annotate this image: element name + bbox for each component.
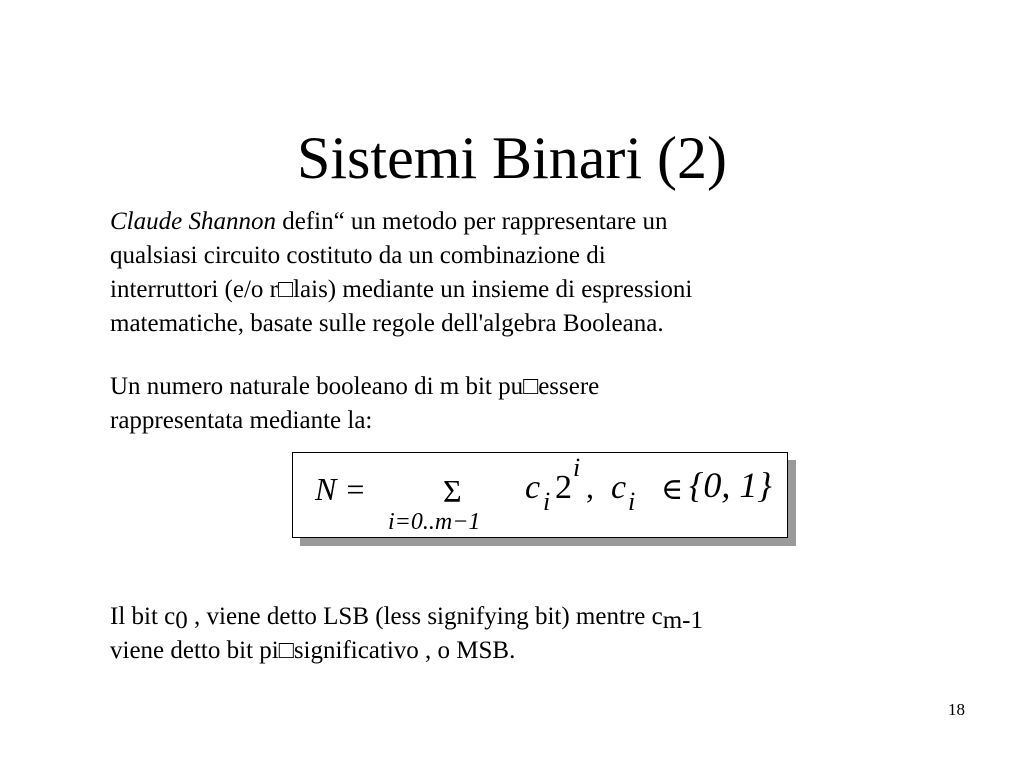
formula-term-base: 2 — [555, 469, 572, 506]
slide-title: Sistemi Binari (2) — [297, 125, 727, 191]
formula-set: {0, 1} — [689, 465, 772, 505]
lsb-msb-line-1 — [110, 600, 910, 634]
lsb-text-a: Il bit c — [110, 603, 176, 630]
natural-number-paragraph — [110, 370, 910, 438]
lsb-msb-paragraph — [110, 600, 910, 668]
formula-lhs: N = — [315, 471, 366, 507]
formula-element-of: ∈ — [661, 473, 684, 506]
msb-subscript: m-1 — [662, 607, 703, 634]
formula-term-exponent: i — [573, 453, 581, 482]
natural-number-line-2: rappresentata mediante la: — [110, 407, 373, 434]
lsb-subscript: 0 — [175, 607, 188, 634]
shannon-line-1-text: defin“ un metodo per rappresentare un — [282, 208, 668, 235]
formula-condition-c: c — [611, 469, 627, 506]
natural-number-line-1: Un numero naturale booleano di m bit pu□essere — [110, 373, 600, 400]
shannon-line-1 — [110, 205, 910, 239]
formula-box — [292, 452, 788, 538]
shannon-paragraph — [110, 205, 910, 341]
shannon-line-2: qualsiasi circuito costituto da un combinazione di — [110, 242, 606, 269]
lsb-msb-line-2: viene detto bit pi□significativo , o MSB. — [110, 637, 516, 664]
shannon-line-3: interruttori (e/o r□lais) mediante un insieme di espressioni — [110, 276, 693, 303]
shannon-line-4: matematiche, basate sulle regole dell'algebra Booleana. — [110, 310, 664, 337]
formula-sum-range: i=0..m−1 — [388, 509, 481, 535]
formula-term-c-subscript: i — [543, 487, 551, 516]
formula-sum-symbol: Σ — [443, 473, 462, 509]
slide-number: 18 — [948, 700, 965, 719]
formula-comma: , — [586, 469, 594, 505]
formula-term-c: c — [525, 469, 541, 506]
author-name: Claude Shannon — [110, 208, 276, 235]
lsb-text-b: , viene detto LSB (less signifying bit) mentre c — [187, 603, 663, 630]
formula-condition-c-subscript: i — [628, 487, 636, 516]
